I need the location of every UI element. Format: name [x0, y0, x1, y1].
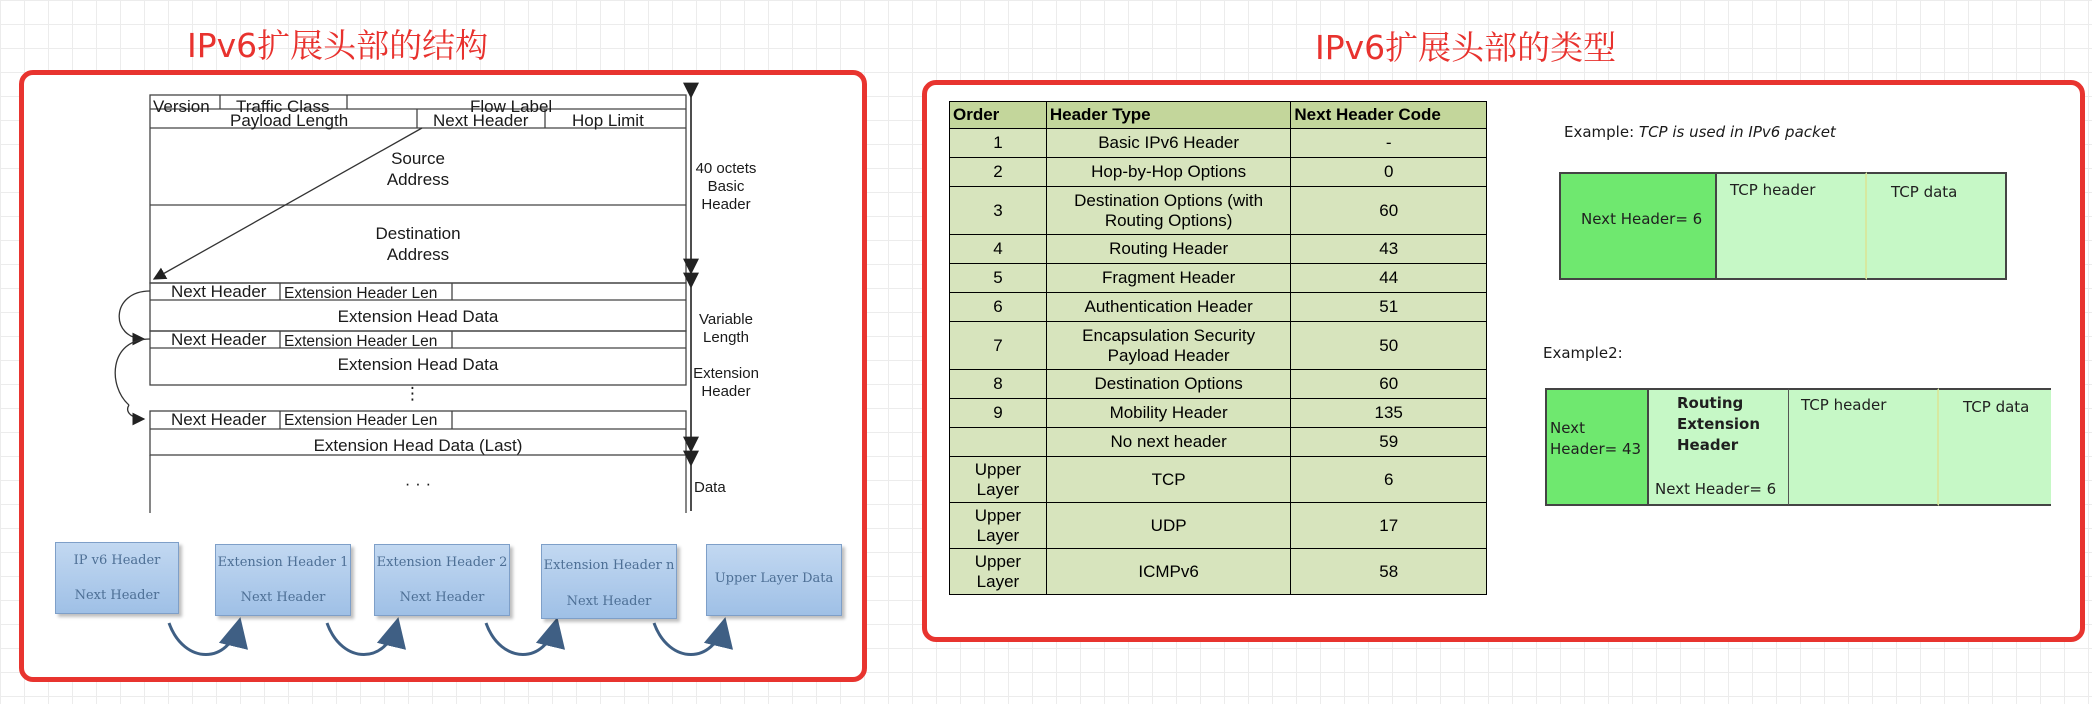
field-version: Version [153, 97, 210, 116]
ext1-header-len: Extension Header Len [284, 285, 438, 302]
field-payload-length: Payload Length [230, 111, 349, 130]
col-order: Order [950, 102, 1047, 129]
example2-next-header-cell: Next Header= 43 [1545, 388, 1649, 506]
table-row: 5 Fragment Header 44 [950, 264, 1487, 293]
left-title: IPv6扩展头部的结构 [187, 26, 489, 65]
table-row: 4 Routing Header 43 [950, 235, 1487, 264]
label-data: Data [694, 479, 726, 496]
field-next-header: Next Header [433, 111, 529, 130]
table-row: Upper Layer UDP 17 [950, 503, 1487, 549]
label-extension-header: Extension Header [693, 365, 759, 400]
right-title: IPv6扩展头部的类型 [1315, 28, 1617, 67]
header-types-table [949, 101, 1487, 595]
example2-routing-cell [1649, 388, 1789, 506]
table-row: Upper Layer ICMPv6 58 [950, 549, 1487, 595]
ext-last-header-len: Extension Header Len [284, 412, 438, 429]
ellipsis-vertical: ⋮ [404, 384, 421, 403]
example1-tcp-data-cell: TCP data [1867, 172, 2007, 280]
field-destination-address: Destination Address [375, 224, 461, 264]
field-flow-label: Flow Label [470, 97, 553, 116]
link-arrow-2 [115, 339, 150, 405]
label-basic-header: 40 octets Basic Header [695, 160, 757, 213]
ext1-data: Extension Head Data [337, 307, 499, 326]
ext-last-next-header: Next Header [171, 410, 267, 429]
example1-next-header-cell: Next Header= 6 [1559, 172, 1717, 280]
ext2-data: Extension Head Data [337, 355, 499, 374]
table-row: Upper Layer TCP 6 [950, 457, 1487, 503]
col-header-type: Header Type [1046, 102, 1291, 129]
col-next-header-code: Next Header Code [1291, 102, 1487, 129]
left-structure-panel [19, 70, 867, 682]
chain-box-ipv6-header: IP v6 Header Next Header [55, 542, 179, 614]
table-row: 6 Authentication Header 51 [950, 293, 1487, 322]
example2-label: Example2: [1543, 344, 1623, 362]
table-row: 2 Hop-by-Hop Options 0 [950, 158, 1487, 187]
chain-box-upper-layer-data: Upper Layer Data [706, 544, 842, 616]
example2-routing-next-header: Next Header= 6 [1655, 480, 1777, 498]
table-row: 1 Basic IPv6 Header - [950, 129, 1487, 158]
ext2-header-len: Extension Header Len [284, 333, 438, 350]
example2-tcp-header-cell: TCP header [1789, 388, 1939, 506]
chain-arrow-1 [169, 623, 239, 655]
ext-last-data: Extension Head Data (Last) [313, 436, 523, 455]
data-ellipsis: · · · [404, 474, 432, 493]
table-header-row [950, 102, 1487, 129]
field-hop-limit: Hop Limit [572, 111, 644, 130]
chain-arrow-3 [486, 623, 556, 655]
link-arrow-1 [119, 291, 150, 339]
table-row: No next header 59 [950, 428, 1487, 457]
example1-tcp-header-cell: TCP header [1717, 172, 1867, 280]
table-row: 7 Encapsulation Security Payload Header 50 [950, 322, 1487, 370]
chain-box-extension-1: Extension Header 1 Next Header [215, 544, 351, 616]
chain-arrow-2 [327, 623, 397, 655]
table-row: 8 Destination Options 60 [950, 370, 1487, 399]
chain-arrow-4 [654, 623, 724, 655]
table-row: 3 Destination Options (with Routing Options) 60 [950, 187, 1487, 235]
field-source-address: Source Address [386, 149, 450, 189]
ext1-next-header: Next Header [171, 282, 267, 301]
example2-tcp-data-cell: TCP data [1939, 388, 2051, 506]
right-types-panel [922, 80, 2085, 642]
chain-box-extension-n: Extension Header n Next Header [541, 544, 677, 619]
example1-label: Example: TCP is used in IPv6 packet [1564, 123, 1836, 141]
table-row: 9 Mobility Header 135 [950, 399, 1487, 428]
chain-box-extension-2: Extension Header 2 Next Header [374, 544, 510, 616]
example2-routing-title: Routing Extension Header [1677, 394, 1760, 454]
ext2-next-header: Next Header [171, 330, 267, 349]
label-variable-length: Variable Length [699, 311, 753, 346]
field-traffic-class: Traffic Class [236, 97, 330, 116]
